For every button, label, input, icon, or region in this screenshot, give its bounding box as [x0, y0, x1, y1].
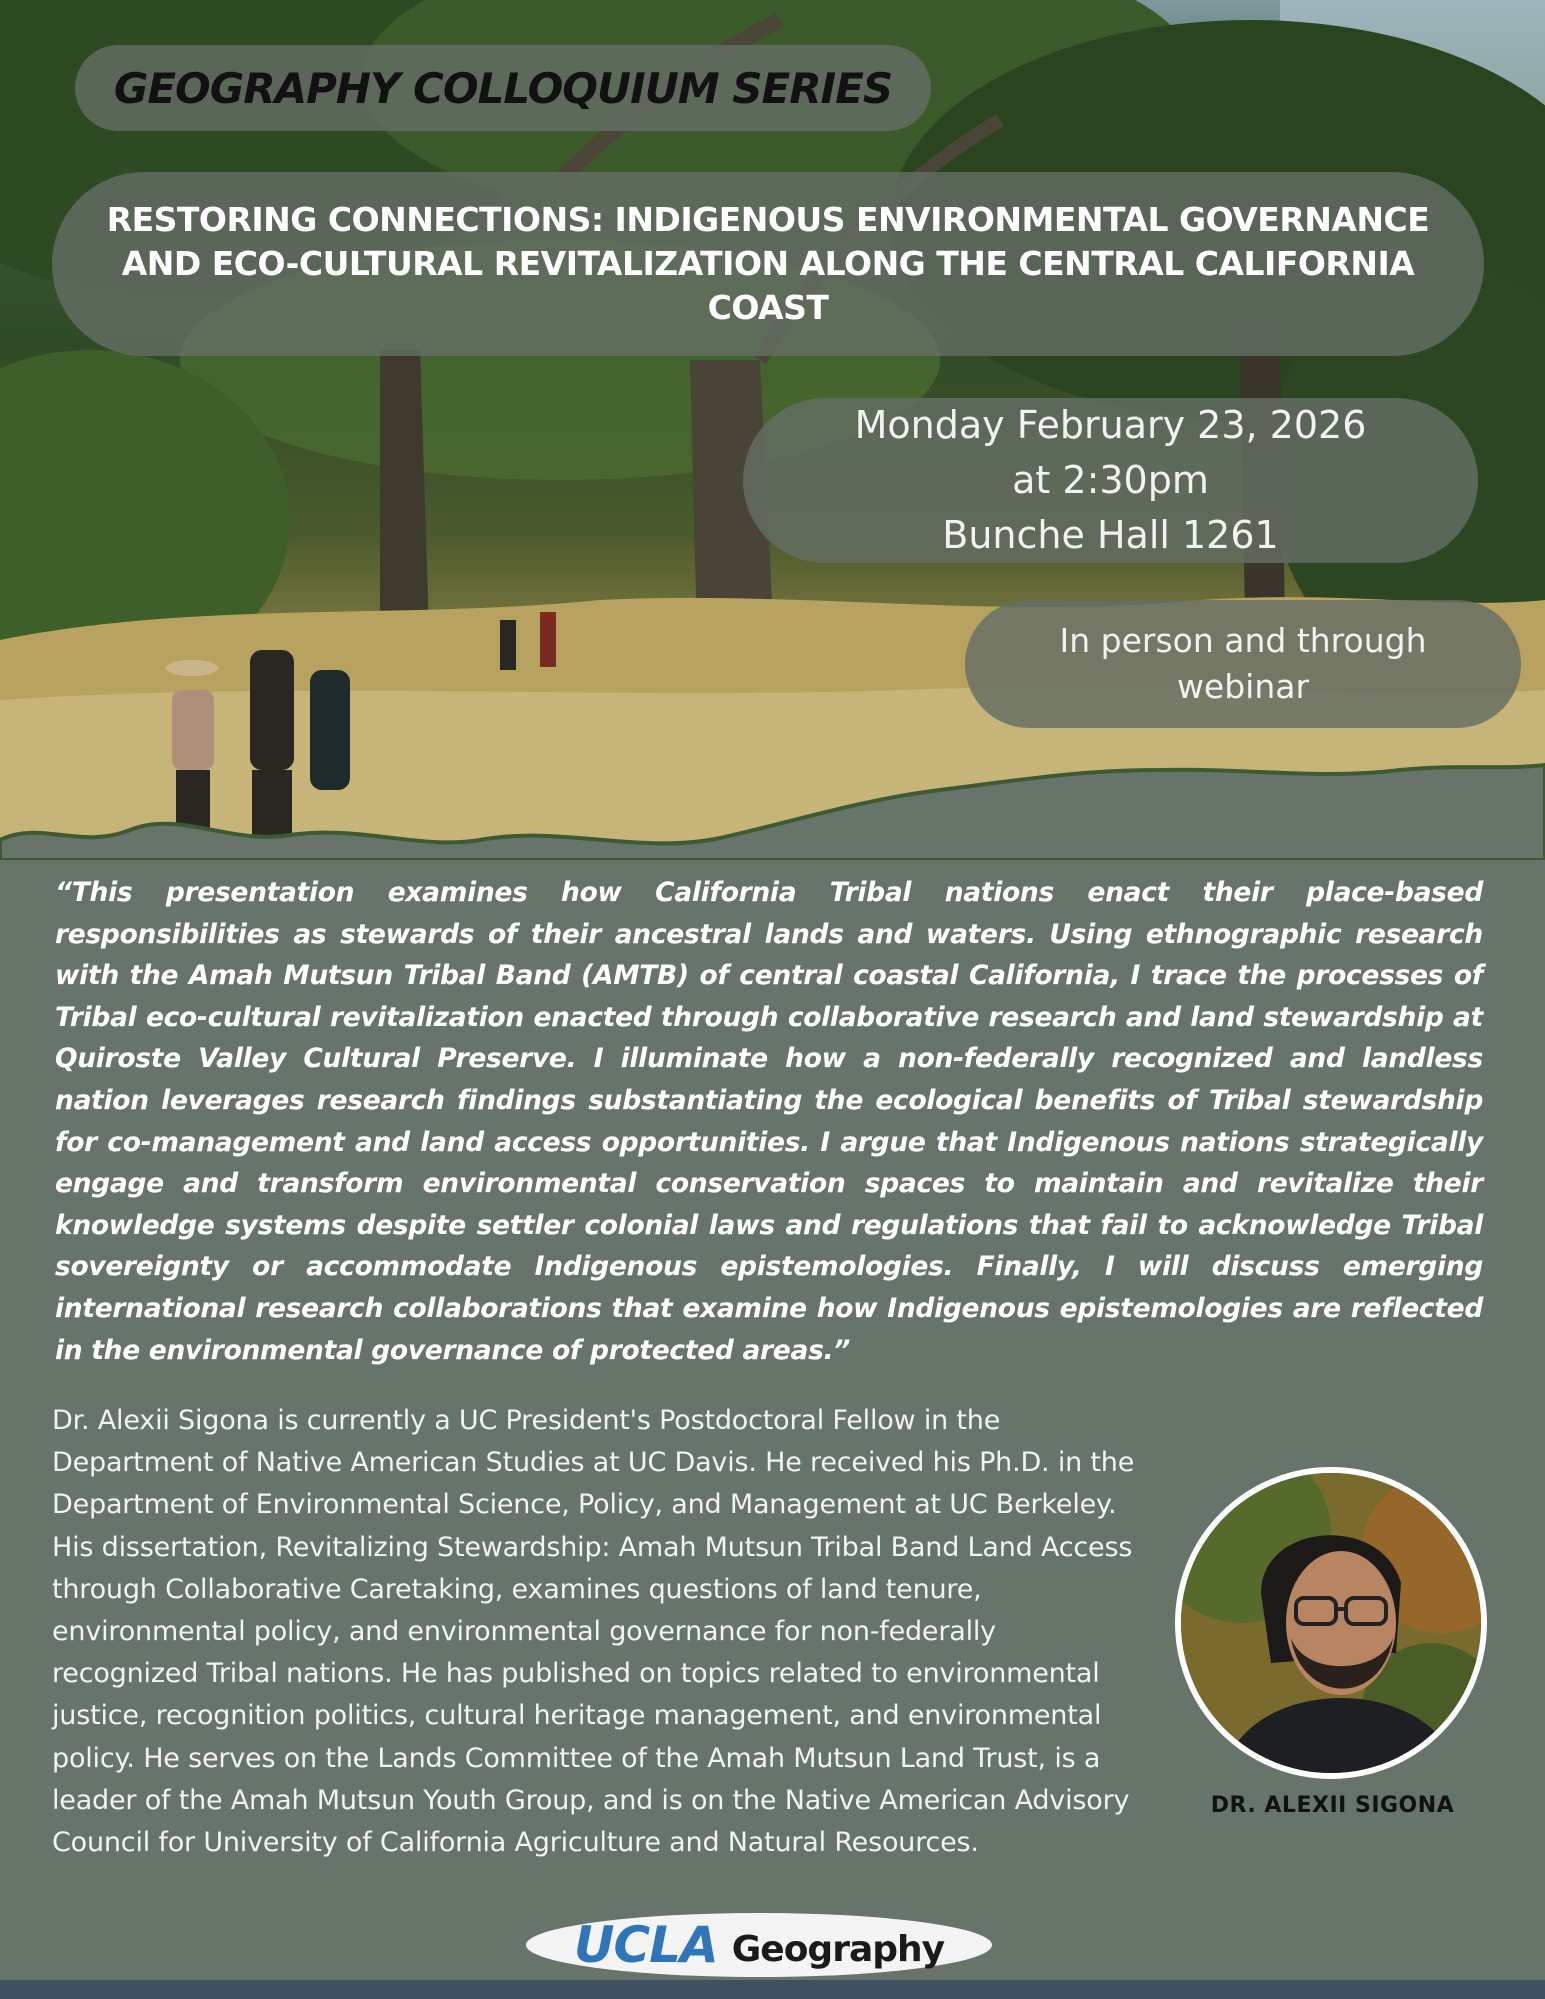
attendance-mode-banner: [965, 600, 1521, 728]
logo-ucla-text: UCLA: [573, 1916, 718, 1974]
ucla-geography-logo: [526, 1913, 992, 1977]
speaker-name: DR. ALEXII SIGONA: [1210, 1793, 1455, 1818]
event-location: Bunche Hall 1261: [942, 513, 1279, 557]
attendance-mode-line-2: webinar: [1176, 667, 1310, 706]
event-details-banner: [743, 398, 1478, 563]
series-title: GEOGRAPHY COLLOQUIUM SERIES: [113, 63, 893, 113]
event-date: Monday February 23, 2026: [854, 403, 1367, 447]
header-photo: [0, 0, 1545, 860]
logo-department-text: Geography: [731, 1928, 945, 1970]
talk-title-banner: [52, 172, 1484, 356]
attendance-mode-line-1: In person and through: [1059, 621, 1427, 660]
speaker-portrait: [1175, 1467, 1487, 1779]
speaker-bio: Dr. Alexii Sigona is currently a UC President's Postdoctoral Fellow in the Department of Native American Studies at UC Davis. He received his Ph.D. in the Department of Environmental Science, Policy, and Management at UC Berkeley. His dissertation, Revitalizing Stewardship: Amah Mutsun Tribal Band Land Access through Collaborative Caretaking, examines questions of land tenure, environmental policy, and environmental governance for non-federally recognized Tribal nations. He has published on topics related to environmental justice, recognition politics, cultural heritage management, and environmental policy. He serves on the Lands Committee of the Amah Mutsun Land Trust, is a leader of the Amah Mutsun Youth Group, and is on the Native American Advisory Council for University of California Agriculture and Natural Resources.: [52, 1405, 1135, 1859]
talk-title: RESTORING CONNECTIONS: INDIGENOUS ENVIRONMENTAL GOVERNANCE AND ECO-CULTURAL REVITALIZATION ALONG THE CENTRAL CALIFORNIA COAST: [106, 200, 1430, 327]
footer-bar: [0, 1980, 1545, 1999]
series-banner: [75, 45, 931, 131]
event-time: at 2:30pm: [1012, 458, 1209, 502]
portrait-image: [1181, 1473, 1481, 1773]
talk-abstract: “This presentation examines how California Tribal nations enact their place-based responsibilities as stewards of their ancestral lands and waters. Using ethnographic research with the Amah Mutsun Tribal Band (AMTB) of central coastal California, I trace the processes of Tribal eco-cultural revitalization enacted through collaborative research and land stewardship at Quiroste Valley Cultural Preserve. I illuminate how a non-federally recognized and landless nation leverages research findings substantiating the ecological benefits of Tribal stewardship for co-management and land access opportunities. I argue that Indigenous nations strategically engage and transform environmental conservation spaces to maintain and revitalize their knowledge systems despite settler colonial laws and regulations that fail to acknowledge Tribal sovereignty or accommodate Indigenous epistemologies. Finally, I will discuss emerging international research collaborations that examine how Indigenous epistemologies are reflected in the environmental governance of protected areas.”: [55, 877, 1483, 1366]
